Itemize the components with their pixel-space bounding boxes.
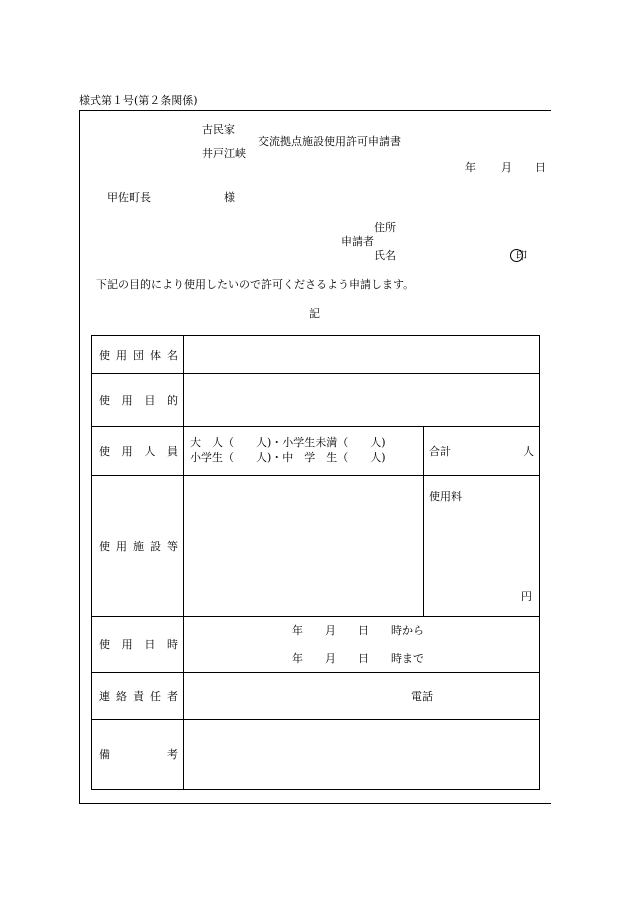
fee-column-divider — [423, 426, 424, 616]
attendees-line2: 小学生（ 人)・中 学 生（ 人) — [190, 451, 386, 464]
applicant-label: 申請者 — [341, 235, 374, 248]
title-prefix-line2: 井戸江峡 — [202, 147, 246, 160]
date-month: 月 — [501, 161, 512, 174]
address-label: 住所 — [374, 221, 396, 234]
addressee-name: 甲佐町長 — [107, 191, 151, 204]
attendees-line1: 大 人（ 人)・小学生未満（ 人) — [190, 436, 386, 449]
seal-label: 印 — [516, 249, 527, 262]
label-remarks: 備 考 — [99, 748, 178, 761]
total-unit: 人 — [523, 445, 534, 458]
label-contact-person: 連 絡 責 任 者 — [99, 689, 178, 703]
name-label: 氏名 — [374, 249, 396, 262]
request-text: 下記の目的により使用したいので許可くださるよう申請します。 — [96, 278, 415, 291]
label-facilities: 使 用 施 設 等 — [99, 539, 178, 553]
form-title: 交流拠点施設使用許可申請書 — [258, 135, 401, 148]
date-year: 年 — [465, 161, 476, 174]
addressee-honorific: 様 — [224, 191, 235, 204]
fee-label: 使用料 — [429, 490, 462, 503]
ki-label: 記 — [309, 307, 320, 320]
date-day: 日 — [535, 161, 546, 174]
label-attendees: 使 用 人 員 — [99, 444, 178, 458]
form-number: 様式第１号(第２条関係) — [79, 94, 198, 107]
fee-unit: 円 — [521, 590, 532, 603]
label-group-name: 使 用 団 体 名 — [99, 348, 178, 362]
phone-label: 電話 — [411, 690, 433, 703]
total-label: 合計 — [429, 445, 451, 458]
application-table — [91, 335, 540, 790]
datetime-to: 年 月 日 時まで — [292, 652, 424, 665]
datetime-from: 年 月 日 時から — [292, 624, 424, 637]
label-purpose: 使 用 目 的 — [99, 393, 178, 407]
title-prefix-line1: 古民家 — [202, 123, 235, 136]
label-datetime: 使 用 日 時 — [99, 638, 178, 651]
